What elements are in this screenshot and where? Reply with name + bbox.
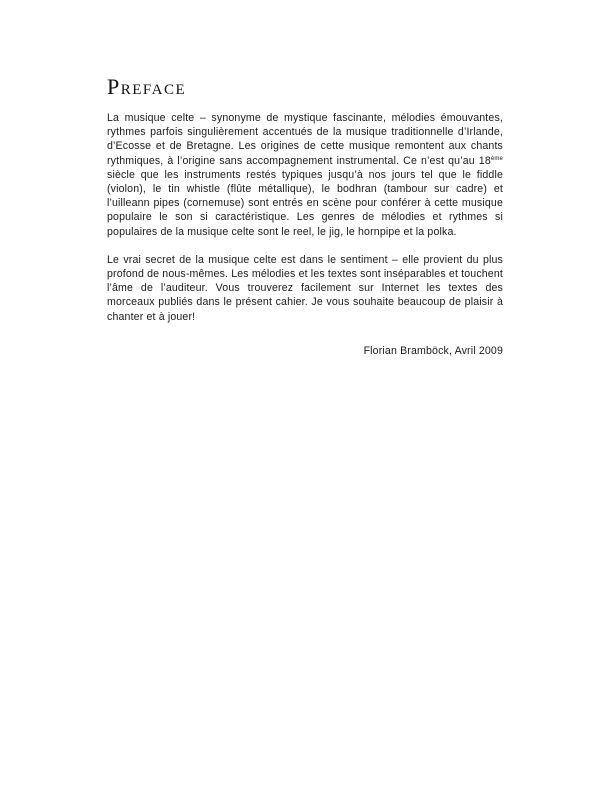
- paragraph-intro-text-2: siècle que les instruments restés typiques jusqu’à nos jours tel que le fiddle (violon), le tin whistle (flûte métallique), le bodhran (tambour sur cadre) et l’uilleann pipes (cornemuse) sont entrés en scène pour conférer à cette musique populaire le son si caractéristique. Les genres de mélodies et rythmes si populaires de la musique celte sont le reel, le jig, le hornpipe et la polka.: [107, 168, 503, 238]
- paragraph-intro: [107, 111, 503, 239]
- page: [107, 74, 503, 358]
- author-signature: Florian Bramböck, Avril 2009: [363, 344, 503, 357]
- paragraph-intro-text-1: La musique celte – synonyme de mystique fascinante, mélodies émouvantes, rythmes parfois singulièrement accentués de la musique traditionnelle d’Irlande, d’Ecosse et de Bretagne. Les origines de cette musique remontent aux chants rythmiques, à l’origine sans accompagnement instrumental. Ce n’est qu’au 18: [107, 112, 503, 167]
- ordinal-superscript: ème: [490, 155, 503, 162]
- paragraph-secret: Le vrai secret de la musique celte est dans le sentiment – elle provient du plus profond de nous-mêmes. Les mélodies et les textes sont inséparables et touchent l’âme de l’auditeur. Vous trouverez facilement sur Internet les textes des morceaux publiés dans le présent cahier. Je vous souhaite beaucoup de plaisir à chanter et à jouer!: [107, 253, 503, 323]
- page-title: Preface: [107, 74, 187, 99]
